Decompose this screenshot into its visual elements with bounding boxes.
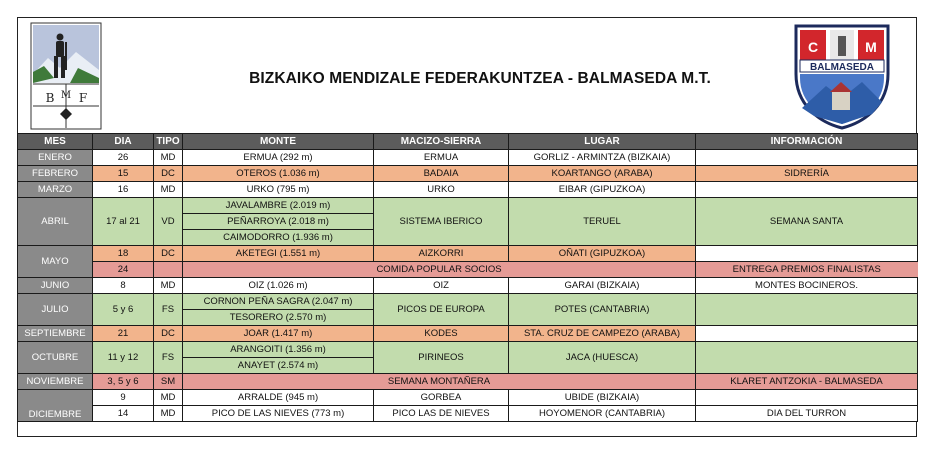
cell-tipo: FS [154,342,183,374]
cell-event-secondary: ENTREGA PREMIOS FINALISTAS [696,262,918,278]
table-row [18,390,918,406]
cell-macizo: GORBEA [374,390,509,406]
table-row [18,406,918,422]
cell-lugar: KOARTANGO (ARABA) [509,166,696,182]
cell-macizo: AIZKORRI [374,246,509,262]
cell-macizo: ERMUA [374,150,509,166]
cell-dia: 16 [93,182,154,198]
cell-tipo: MD [154,150,183,166]
table-row [18,342,918,358]
cell-dia: 26 [93,150,154,166]
cell-macizo: OIZ [374,278,509,294]
cell-info: DIA DEL TURRON [696,406,918,422]
col-monte: MONTE [183,134,374,150]
cell-lugar: GORLIZ - ARMINTZA (BIZKAIA) [509,150,696,166]
cell-dia: 11 y 12 [93,342,154,374]
cell-info: MONTES BOCINEROS. [696,278,918,294]
cell-monte: TESORERO (2.570 m) [183,310,374,326]
cell-monte: ANAYET (2.574 m) [183,358,374,374]
cell-monte: OTEROS (1.036 m) [183,166,374,182]
cell-dia: 15 [93,166,154,182]
col-macizo: MACIZO-SIERRA [374,134,509,150]
cell-tipo: DC [154,326,183,342]
table-row [18,294,918,310]
cell-dia: 3, 5 y 6 [93,374,154,390]
cell-macizo: URKO [374,182,509,198]
cell-mes: ENERO [18,150,93,166]
cell-tipo: SM [154,374,183,390]
table-row [18,374,918,390]
calendar-sheet [17,17,917,437]
table-row [18,278,918,294]
cell-lugar: POTES (CANTABRIA) [509,294,696,326]
cell-mes: ABRIL [18,198,93,246]
col-tipo: TIPO [154,134,183,150]
cell-macizo: PICOS DE EUROPA [374,294,509,326]
cell-lugar: STA. CRUZ DE CAMPEZO (ARABA) [509,326,696,342]
logo-letter-b: B [45,91,55,105]
cell-info [696,390,918,406]
cell-macizo: BADAIA [374,166,509,182]
logo-letter-m: M [60,90,72,101]
cell-tipo: MD [154,278,183,294]
cell-lugar: HOYOMENOR (CANTABRIA) [509,406,696,422]
cell-lugar: GARAI (BIZKAIA) [509,278,696,294]
cell-tipo: MD [154,406,183,422]
cell-mes: NOVIEMBRE [18,374,93,390]
cell-dia: 5 y 6 [93,294,154,326]
cell-monte: ARRALDE (945 m) [183,390,374,406]
cell-mes: MARZO [18,182,93,198]
cell-mes: MAYO [18,246,93,278]
cell-dia: 17 al 21 [93,198,154,246]
bmf-logo [30,22,102,130]
cell-dia: 14 [93,406,154,422]
shield-letter-c: C [807,39,819,55]
header [18,18,916,133]
col-informacion: INFORMACIÓN [696,134,918,150]
table-row [18,262,918,278]
cell-macizo: SISTEMA IBERICO [374,198,509,246]
cell-lugar: TERUEL [509,198,696,246]
calendar-table [17,133,918,422]
col-dia: DIA [93,134,154,150]
cell-tipo: FS [154,294,183,326]
table-row [18,166,918,182]
cell-lugar: OÑATI (GIPUZKOA) [509,246,696,262]
cell-monte: OIZ (1.026 m) [183,278,374,294]
cell-info [696,182,918,198]
cell-monte: JOAR (1.417 m) [183,326,374,342]
cell-lugar: JACA (HUESCA) [509,342,696,374]
cell-dia: 18 [93,246,154,262]
cell-lugar: EIBAR (GIPUZKOA) [509,182,696,198]
cell-mes: FEBRERO [18,166,93,182]
cell-monte: JAVALAMBRE (2.019 m) [183,198,374,214]
cell-tipo: MD [154,182,183,198]
table-row [18,150,918,166]
table-row [18,182,918,198]
cell-dia: 9 [93,390,154,406]
cell-info: SIDRERÍA [696,166,918,182]
cell-monte: CAIMODORRO (1.936 m) [183,230,374,246]
cell-tipo: DC [154,246,183,262]
cell-mes: OCTUBRE [18,342,93,374]
cell-dia: 24 [93,262,154,278]
table-row [18,246,918,262]
cell-tipo: VD [154,198,183,246]
cell-dia: 8 [93,278,154,294]
page-title: BIZKAIKO MENDIZALE FEDERAKUNTZEA - BALMASEDA M.T. [249,70,711,87]
cell-monte: CORNON PEÑA SAGRA (2.047 m) [183,294,374,310]
cell-macizo: PICO LAS DE NIEVES [374,406,509,422]
cell-macizo: PIRINEOS [374,342,509,374]
cell-monte: PEÑARROYA (2.018 m) [183,214,374,230]
cell-lugar: UBIDE (BIZKAIA) [509,390,696,406]
cell-monte: AKETEGI (1.551 m) [183,246,374,262]
cell-info [696,342,918,374]
table-row [18,198,918,214]
cell-event: SEMANA MONTAÑERA [183,374,696,390]
col-mes: MES [18,134,93,150]
logo-letter-f: F [78,91,88,105]
cell-event-secondary: KLARET ANTZOKIA - BALMASEDA [696,374,918,390]
cell-tipo: MD [154,390,183,406]
cell-monte: ERMUA (292 m) [183,150,374,166]
col-lugar: LUGAR [509,134,696,150]
shield-banner: BALMASEDA [810,62,874,73]
cell-mes: JUNIO [18,278,93,294]
cell-info [696,326,918,342]
cell-mes: DICIEMBRE [18,390,93,422]
cell-info: SEMANA SANTA [696,198,918,246]
cell-mes: SEPTIEMBRE [18,326,93,342]
cell-info [696,294,918,326]
cell-tipo [154,262,183,278]
cell-info [696,246,918,262]
club-shield-logo [792,22,892,130]
shield-letter-m: M [865,39,877,55]
table-header-row [18,134,918,150]
cell-monte: URKO (795 m) [183,182,374,198]
cell-mes: JULIO [18,294,93,326]
cell-info [696,150,918,166]
cell-macizo: KODES [374,326,509,342]
cell-tipo: DC [154,166,183,182]
cell-event: COMIDA POPULAR SOCIOS [183,262,696,278]
cell-monte: ARANGOITI (1.356 m) [183,342,374,358]
cell-monte: PICO DE LAS NIEVES (773 m) [183,406,374,422]
cell-dia: 21 [93,326,154,342]
table-row [18,326,918,342]
